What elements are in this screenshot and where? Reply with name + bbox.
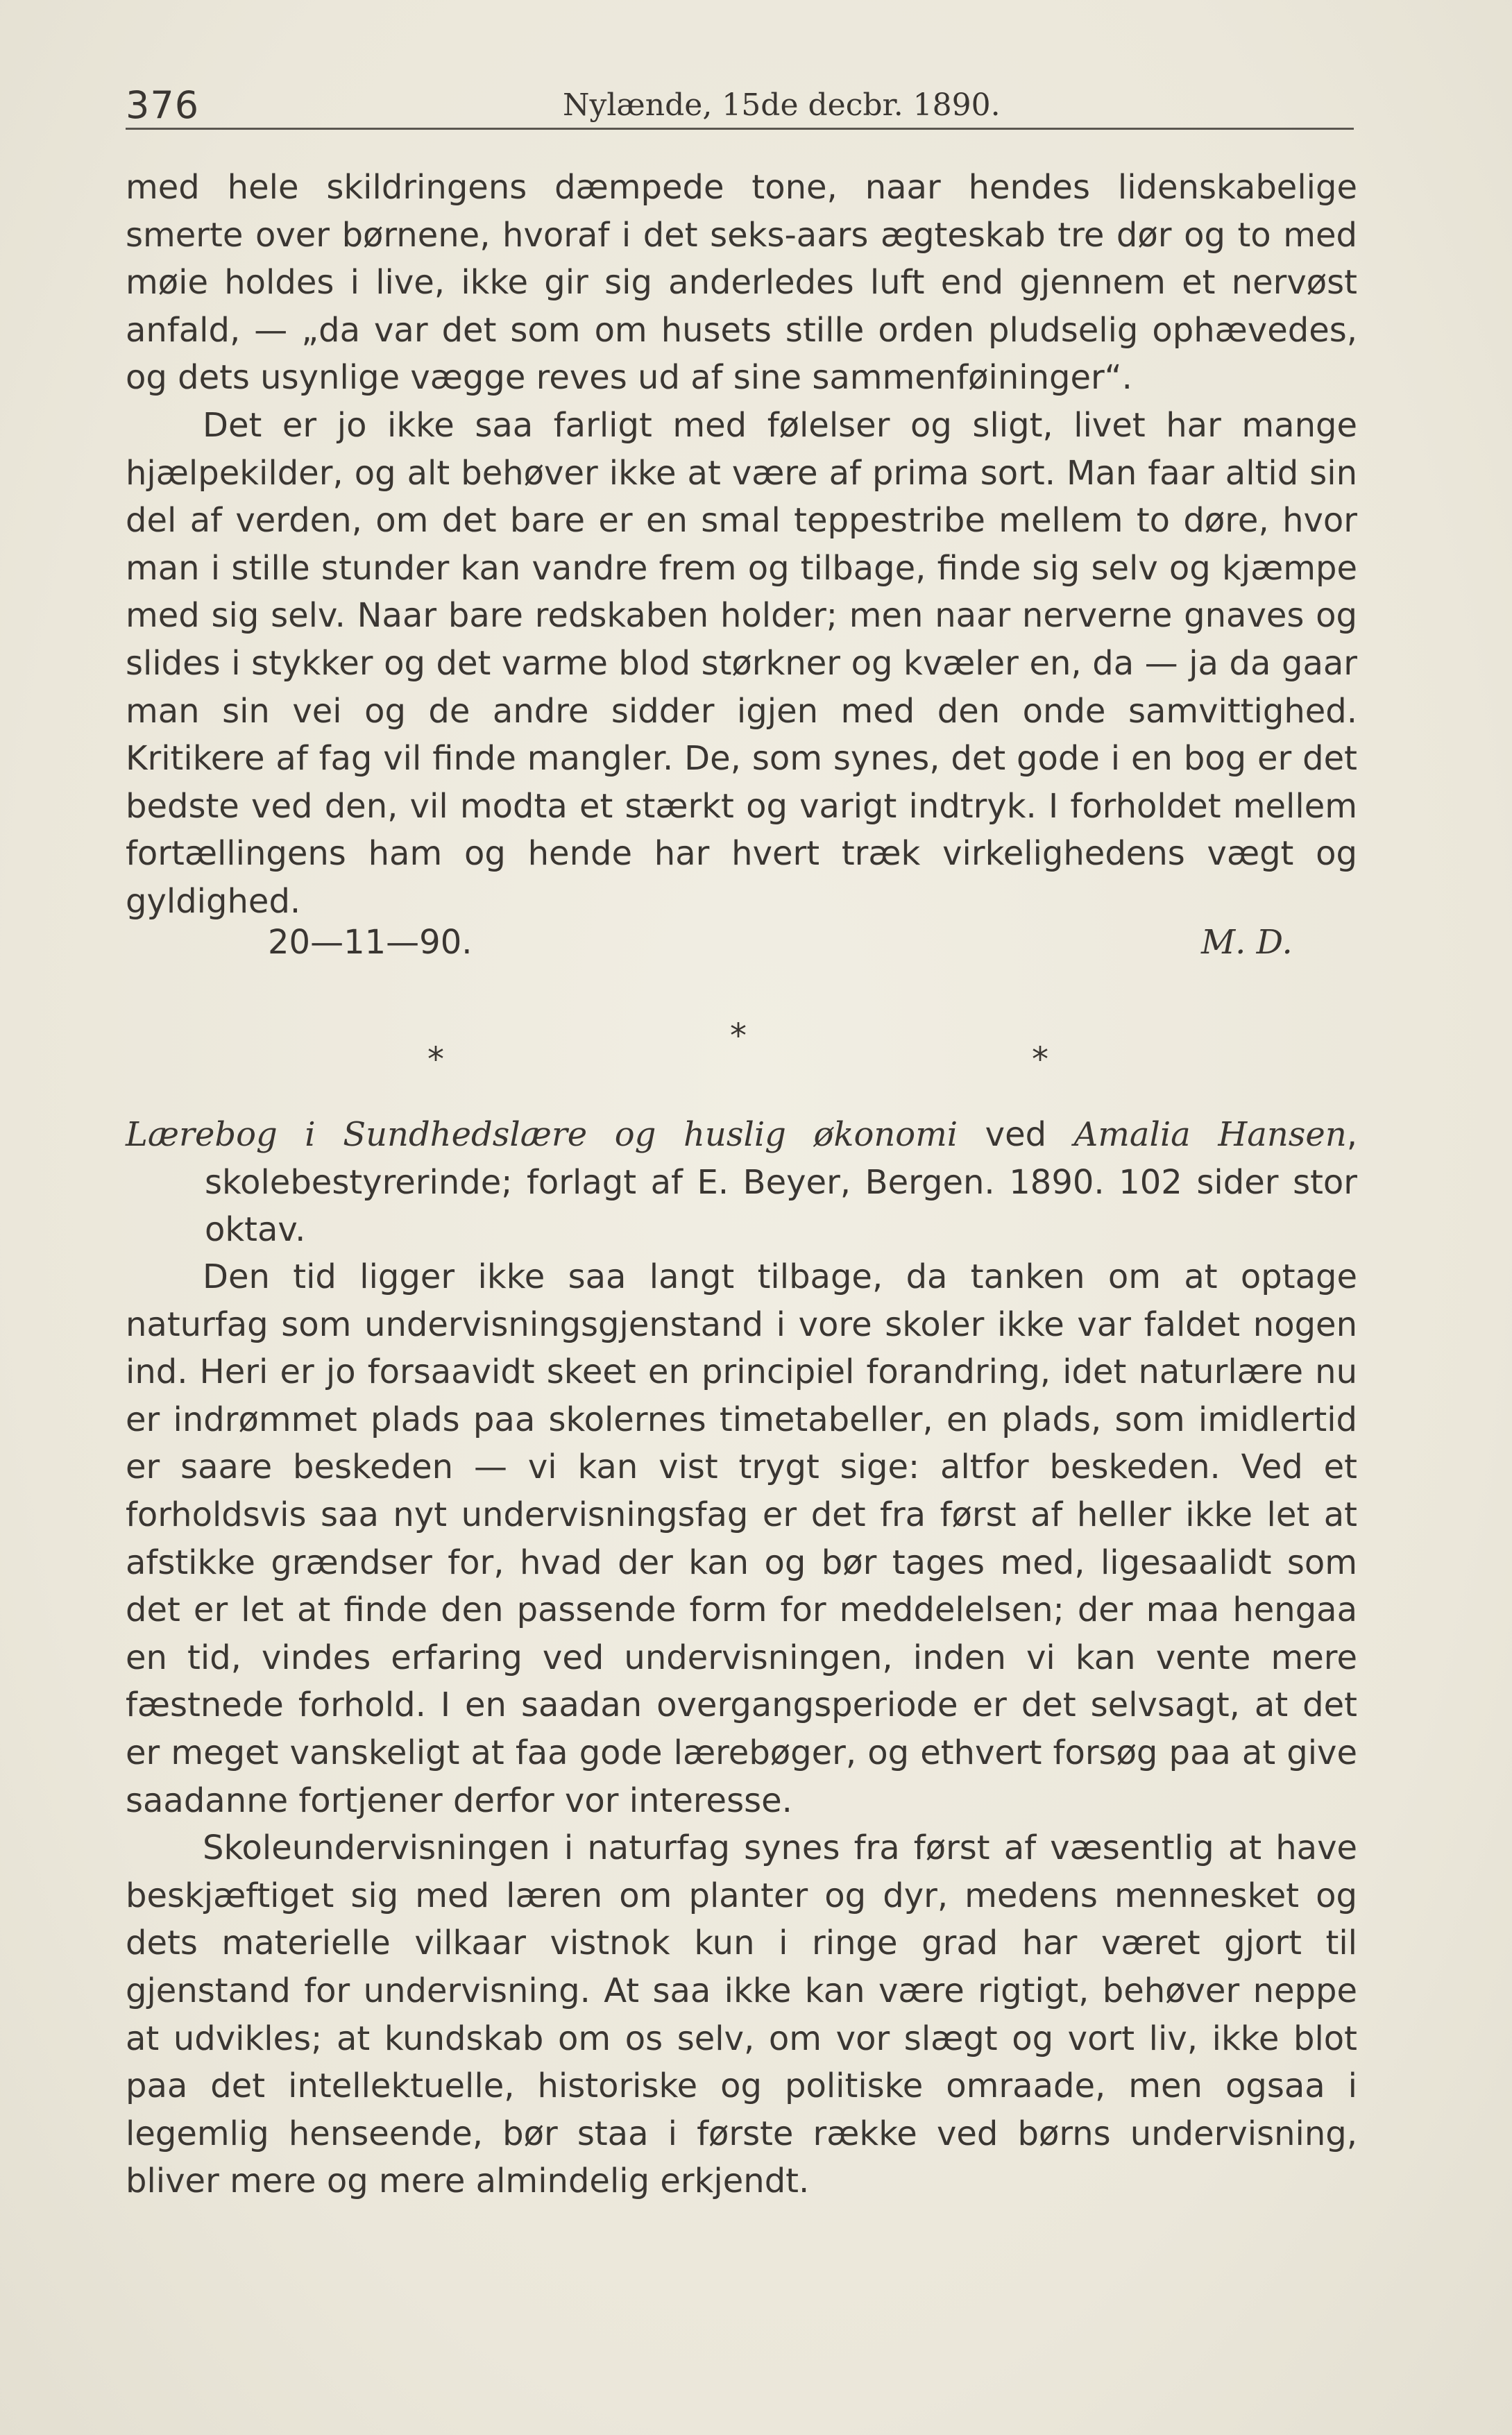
section-separator — [126, 1017, 1357, 1086]
separator-star-right: * — [1032, 1040, 1048, 1079]
page-number: 376 — [126, 83, 200, 127]
paragraph-2: Det er jo ikke saa farligt med følelser og sligt, livet har mange hjælpekilder, og alt behøver ikke at være af prima sort. Man faar altid sin del af verden, om det bare er en smal teppestribe mellem to døre, hvor man i stille stunder kan vandre frem og tilbage, finde sig selv og kjæmpe med sig selv. Naar bare redskaben holder; men naar nerverne gnaves og slides i stykker og det varme blod størkner og kvæler en, da — ja da gaar man sin vei og de andre sidder igjen med den onde samvittighed. Kritikere af fag vil finde mangler. De, som synes, det gode i en bog er det bedste ved den, vil modta et stærkt og varigt indtryk. I forholdet mellem fortællingens ham og hende har hvert træk virkelighedens vægt og gyldighed. — [126, 405, 1357, 921]
title-connector: ved — [958, 1115, 1074, 1154]
signature-date: 20—11—90. — [268, 923, 473, 962]
signature-initials: M. D. — [1201, 923, 1293, 962]
book-title: Lærebog i Sundhedslære og huslig økonomi — [126, 1115, 958, 1154]
review-heading — [126, 1111, 1357, 1254]
paragraph-4: Skoleundervisningen i naturfag synes fra først af væsentlig at have beskjæftiget sig med læren om planter og dyr, medens mennesket og dets materielle vilkaar vistnok kun i ringe grad har været gjort til gjenstand for undervisning. At saa ikke kan være rigtigt, behøver neppe at udvikles; at kundskab om os selv, om vor slægt og vort liv, ikke blot paa det intellektuelle, historiske og politiske omraade, men ogsaa i legemlig henseende, bør staa i første række ved børns undervisning, bliver mere og mere almindelig erkjendt. — [126, 1829, 1357, 2201]
book-details: , skolebestyrerinde; forlagt af E. Beyer, Bergen. 1890. 102 sider stor oktav. — [205, 1115, 1357, 1250]
article-end-text — [126, 164, 1357, 926]
paragraph-3: Den tid ligger ikke saa langt tilbage, da tanken om at optage naturfag som undervisningsgjenstand i vore skoler ikke var faldet nogen ind. Heri er jo forsaavidt skeet en principiel forandring, idet naturlære nu er indrømmet plads paa skolernes timetabeller, en plads, som imidlertid er saare beskeden — vi kan vist trygt sige: altfor beskeden. Ved et forholdsvis saa nyt undervisningsfag er det fra først af heller ikke let at afstikke grændser for, hvad der kan og bør tages med, ligesaalidt som det er let at finde den passende form for meddelelsen; der maa hengaa en tid, vindes erfaring ved undervisningen, inden vi kan vente mere fæstnede forhold. I en saadan overgangsperiode er det selvsagt, at det er meget vanskeligt at faa gode lærebøger, og ethvert forsøg paa at give saadanne fortjener derfor vor interesse. — [126, 1257, 1357, 1820]
page-header — [126, 78, 1354, 130]
signature-line — [126, 923, 1357, 972]
separator-star-left: * — [427, 1040, 444, 1079]
paragraph-1: med hele skildringens dæmpede tone, naar hendes lidenskabelige smerte over børnene, hvoraf i det seks-aars ægteskab tre dør og to med møie holdes i live, ikke gir sig anderledes luft end gjennem et nervøst anfald, — „da var det som om husets stille orden pludselig ophævedes, og dets usynlige vægge reves ud af sine sammenføininger“. — [126, 168, 1357, 398]
review-body — [126, 1253, 1357, 2205]
running-head: Nylænde, 15de decbr. 1890. — [563, 87, 1001, 123]
separator-star-center: * — [730, 1017, 747, 1055]
book-author: Amalia Hansen — [1073, 1115, 1347, 1154]
